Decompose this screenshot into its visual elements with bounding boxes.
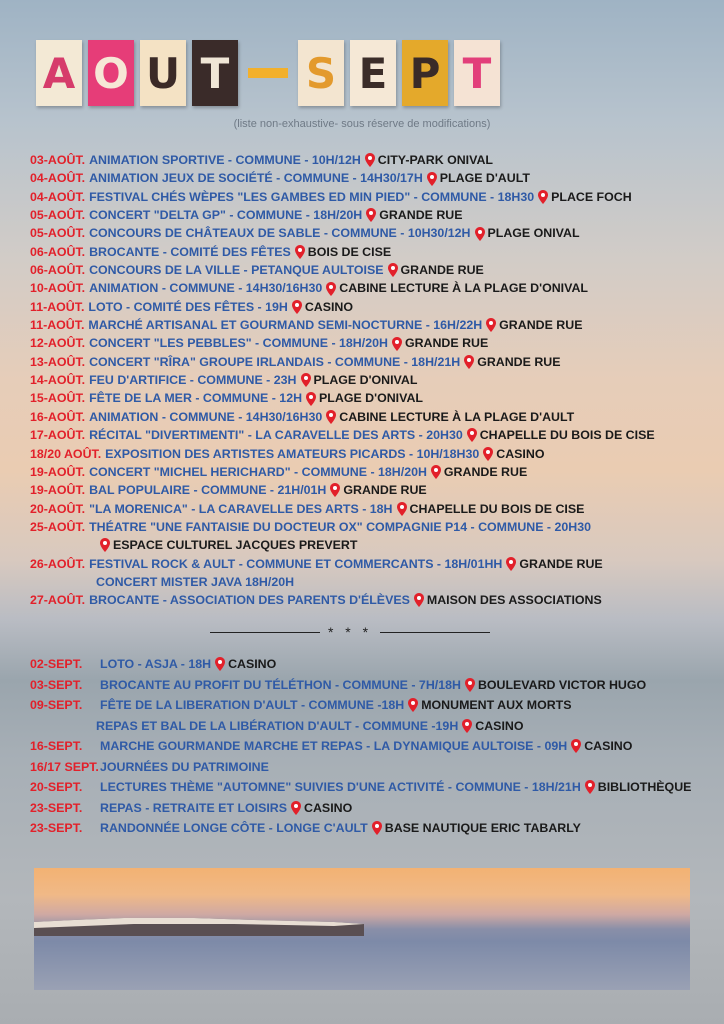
- event-row: [30, 389, 710, 407]
- event-row: [30, 463, 710, 481]
- event-description: FÊTE DE LA LIBERATION D'AULT - COMMUNE -18H: [100, 698, 405, 712]
- title-letter-tile: E: [350, 40, 396, 106]
- event-date: 18/20 AOÛT.: [30, 446, 102, 461]
- title-letter-tile: A: [36, 40, 82, 106]
- map-pin-icon: [475, 227, 485, 241]
- event-date: 20-SEPT.: [30, 780, 83, 794]
- event-description: ANIMATION - COMMUNE - 14H30/16H30: [89, 409, 323, 424]
- event-location: CASINO: [228, 657, 277, 671]
- event-date: 19-AOÛT.: [30, 464, 86, 479]
- event-date: 13-AOÛT.: [30, 354, 86, 369]
- event-date: 15-AOÛT.: [30, 391, 86, 406]
- map-pin-icon: [291, 801, 301, 815]
- map-pin-icon: [467, 428, 477, 442]
- event-row: [30, 798, 720, 819]
- subtitle: (liste non-exhaustive- sous réserve de modifications): [233, 118, 491, 130]
- event-row: [30, 151, 710, 169]
- title-letter-tile: P: [402, 40, 448, 106]
- event-date: 04-AOÛT.: [30, 189, 86, 204]
- event-row: [30, 261, 710, 279]
- map-pin-icon: [365, 153, 375, 167]
- event-location: ESPACE CULTUREL JACQUES PREVERT: [113, 538, 358, 553]
- event-date: 14-AOÛT.: [30, 373, 86, 388]
- map-pin-icon: [330, 483, 340, 497]
- event-description: FESTIVAL ROCK & AULT - COMMUNE ET COMMERCANTS - 18H/01HH: [89, 556, 503, 571]
- event-row: [30, 675, 720, 696]
- event-location: GRANDE RUE: [519, 556, 603, 571]
- event-date: 09-SEPT.: [30, 698, 83, 712]
- event-location: CASINO: [475, 718, 524, 733]
- map-pin-icon: [427, 172, 437, 186]
- event-row: [30, 818, 720, 839]
- event-row: [30, 243, 710, 261]
- map-pin-icon: [372, 821, 382, 835]
- event-row: [30, 573, 710, 591]
- event-location: GRANDE RUE: [443, 464, 528, 479]
- event-date: 06-AOÛT.: [30, 263, 86, 278]
- event-location: BOIS DE CISE: [307, 244, 392, 259]
- event-location: CASINO: [304, 800, 353, 815]
- event-date: 03-SEPT.: [30, 677, 83, 692]
- event-location: CASINO: [304, 299, 354, 314]
- coastal-sunset-photo: [34, 868, 690, 990]
- event-row: [30, 716, 720, 737]
- event-row: [30, 518, 710, 536]
- event-date: 23-SEPT.: [30, 800, 83, 815]
- event-row: [30, 298, 710, 316]
- event-description: MARCHÉ ARTISANAL ET GOURMAND SEMI-NOCTURNE - 16H/22H: [88, 318, 483, 333]
- map-pin-icon: [295, 245, 305, 259]
- event-location: GRANDE RUE: [477, 354, 561, 369]
- map-pin-icon: [326, 410, 336, 424]
- event-location: PLAGE D'AULT: [439, 171, 530, 186]
- map-pin-icon: [462, 719, 472, 733]
- event-row: [30, 591, 710, 609]
- event-date: 11-AOÛT.: [30, 299, 85, 314]
- event-date: 20-AOÛT.: [30, 501, 86, 516]
- event-description: CONCERT MISTER JAVA 18H/20H: [96, 574, 295, 589]
- event-description: LOTO - COMITÉ DES FÊTES - 19H: [88, 299, 288, 314]
- map-pin-icon: [397, 502, 407, 516]
- map-pin-icon: [408, 698, 418, 712]
- event-row: [30, 555, 710, 573]
- event-description: THÉATRE "UNE FANTAISIE DU DOCTEUR OX" COMPAGNIE P14 - COMMUNE - 20H30: [89, 519, 592, 534]
- event-description: CONCERT "RÎRA" GROUPE IRLANDAIS - COMMUNE - 18H/21H: [89, 354, 461, 369]
- map-pin-icon: [486, 318, 496, 332]
- event-date: 04-AOÛT.: [30, 171, 86, 186]
- event-date: 19-AOÛT.: [30, 483, 86, 498]
- event-description: JOURNÉES DU PATRIMOINE: [100, 759, 269, 774]
- event-row: [30, 757, 720, 778]
- august-events-list: [30, 151, 710, 610]
- event-date: 27-AOÛT.: [30, 593, 86, 608]
- map-pin-icon: [431, 465, 441, 479]
- event-location: GRANDE RUE: [404, 336, 489, 351]
- event-date: 10-AOÛT.: [30, 281, 86, 296]
- title-letter-tile: T: [454, 40, 500, 106]
- event-row: [30, 654, 720, 675]
- map-pin-icon: [465, 678, 475, 692]
- title-letter-tile: T: [192, 40, 238, 106]
- map-pin-icon: [585, 780, 595, 794]
- event-row: [30, 736, 720, 757]
- event-location: BASE NAUTIQUE ERIC TABARLY: [384, 821, 581, 835]
- event-date: 06-AOÛT.: [30, 244, 86, 259]
- event-location: CABINE LECTURE À LA PLAGE D'ONIVAL: [339, 281, 588, 296]
- event-location: MONUMENT AUX MORTS: [421, 698, 572, 712]
- event-location: CASINO: [496, 446, 545, 461]
- event-date: 26-AOÛT.: [30, 556, 86, 571]
- event-row: [30, 188, 710, 206]
- event-row: [30, 426, 710, 444]
- event-location: PLAGE ONIVAL: [487, 226, 580, 241]
- event-row: [30, 279, 710, 297]
- event-description: REPAS ET BAL DE LA LIBÉRATION D'AULT - COMMUNE -19H: [96, 718, 459, 733]
- cliff-silhouette-icon: [34, 912, 364, 936]
- event-description: CONCERT "DELTA GP" - COMMUNE - 18H/20H: [89, 208, 363, 223]
- event-description: FESTIVAL CHÉS WÈPES "LES GAMBES ED MIN PIED" - COMMUNE - 18H30: [89, 189, 535, 204]
- map-pin-icon: [292, 300, 302, 314]
- map-pin-icon: [483, 447, 493, 461]
- event-location: PLAGE D'ONIVAL: [313, 373, 418, 388]
- event-description: BROCANTE - ASSOCIATION DES PARENTS D'ÉLÈVES: [89, 593, 410, 608]
- map-pin-icon: [464, 355, 474, 369]
- separator-line-right: [380, 632, 490, 633]
- event-date: 16/17 SEPT.: [30, 759, 99, 774]
- event-location: GRANDE RUE: [400, 263, 484, 278]
- event-location: BIBLIOTHÈQUE: [597, 780, 692, 794]
- event-location: PLACE FOCH: [551, 189, 632, 204]
- event-description: BAL POPULAIRE - COMMUNE - 21H/01H: [89, 483, 327, 498]
- event-description: CONCOURS DE CHÂTEAUX DE SABLE - COMMUNE - 10H30/12H: [89, 226, 471, 241]
- event-description: REPAS - RETRAITE ET LOISIRS: [100, 800, 288, 815]
- event-row: [30, 224, 710, 242]
- event-description: RÉCITAL "DIVERTIMENTI" - LA CARAVELLE DES ARTS - 20H30: [89, 428, 463, 443]
- map-pin-icon: [414, 593, 424, 607]
- event-description: FÊTE DE LA MER - COMMUNE - 12H: [89, 391, 303, 406]
- event-location: CABINE LECTURE À LA PLAGE D'AULT: [339, 409, 575, 424]
- event-location: MAISON DES ASSOCIATIONS: [426, 593, 602, 608]
- event-description: CONCERT "MICHEL HERICHARD" - COMMUNE - 18H/20H: [89, 464, 427, 479]
- page-title: [36, 38, 688, 108]
- map-pin-icon: [388, 263, 398, 277]
- event-location: GRANDE RUE: [379, 208, 463, 223]
- separator-stars: * * *: [327, 624, 373, 640]
- separator-line-left: [210, 632, 320, 633]
- event-location: PLAGE D'ONIVAL: [319, 391, 423, 406]
- event-row: [30, 316, 710, 334]
- event-date: 16-SEPT.: [30, 739, 83, 753]
- event-row: [30, 536, 710, 554]
- event-row: [30, 695, 720, 716]
- event-row: [30, 445, 710, 463]
- event-description: LOTO - ASJA - 18H: [100, 657, 212, 671]
- event-description: FEU D'ARTIFICE - COMMUNE - 23H: [89, 373, 297, 388]
- event-date: 12-AOÛT.: [30, 336, 86, 351]
- title-letter-tile: O: [88, 40, 134, 106]
- event-row: [30, 408, 710, 426]
- event-row: [30, 371, 710, 389]
- event-row: [30, 206, 710, 224]
- event-description: BROCANTE AU PROFIT DU TÉLÉTHON - COMMUNE - 7H/18H: [100, 677, 461, 692]
- event-row: [30, 481, 710, 499]
- map-pin-icon: [100, 538, 110, 552]
- map-pin-icon: [392, 337, 402, 351]
- event-description: CONCERT "LES PEBBLES" - COMMUNE - 18H/20H: [89, 336, 388, 351]
- event-date: 05-AOÛT.: [30, 208, 86, 223]
- event-date: 11-AOÛT.: [30, 318, 85, 333]
- map-pin-icon: [306, 392, 316, 406]
- event-description: ANIMATION JEUX DE SOCIÉTÉ - COMMUNE - 14H30/17H: [89, 171, 423, 186]
- event-location: CHAPELLE DU BOIS DE CISE: [409, 501, 585, 516]
- september-events-list: [30, 654, 720, 839]
- event-date: 05-AOÛT.: [30, 226, 86, 241]
- event-description: BROCANTE - COMITÉ DES FÊTES: [89, 244, 291, 259]
- event-description: EXPOSITION DES ARTISTES AMATEURS PICARDS - 10H/18H30: [105, 446, 480, 461]
- event-date: 23-SEPT.: [30, 821, 83, 835]
- event-description: "LA MORENICA" - LA CARAVELLE DES ARTS - 18H: [89, 501, 393, 516]
- event-date: 16-AOÛT.: [30, 409, 86, 424]
- event-row: [30, 500, 710, 518]
- map-pin-icon: [506, 557, 516, 571]
- title-letter-tile: U: [140, 40, 186, 106]
- map-pin-icon: [215, 657, 225, 671]
- title-dash: [248, 68, 288, 78]
- event-row: [30, 777, 720, 798]
- event-location: CHAPELLE DU BOIS DE CISE: [479, 428, 655, 443]
- event-row: [30, 334, 710, 352]
- event-location: GRANDE RUE: [343, 483, 427, 498]
- event-description: ANIMATION - COMMUNE - 14H30/16H30: [89, 281, 323, 296]
- event-description: MARCHE GOURMANDE MARCHE ET REPAS - LA DYNAMIQUE AULTOISE - 09H: [100, 739, 568, 753]
- event-date: 03-AOÛT.: [30, 153, 86, 167]
- title-letter-tile: S: [298, 40, 344, 106]
- map-pin-icon: [301, 373, 311, 387]
- event-description: ANIMATION SPORTIVE - COMMUNE - 10H/12H: [89, 153, 361, 167]
- event-description: LECTURES THÈME "AUTOMNE" SUIVIES D'UNE ACTIVITÉ - COMMUNE - 18H/21H: [100, 780, 581, 794]
- map-pin-icon: [538, 190, 548, 204]
- event-row: [30, 353, 710, 371]
- event-location: BOULEVARD VICTOR HUGO: [477, 677, 647, 692]
- event-date: 02-SEPT.: [30, 657, 83, 671]
- map-pin-icon: [571, 739, 581, 753]
- event-location: GRANDE RUE: [499, 318, 583, 333]
- event-description: CONCOURS DE LA VILLE - PETANQUE AULTOISE: [89, 263, 384, 278]
- event-location: CITY-PARK ONIVAL: [377, 153, 493, 167]
- event-date: 25-AOÛT.: [30, 519, 86, 534]
- event-location: CASINO: [584, 739, 633, 753]
- map-pin-icon: [366, 208, 376, 222]
- map-pin-icon: [326, 282, 336, 296]
- event-description: RANDONNÉE LONGE CÔTE - LONGE C'AULT: [100, 821, 368, 835]
- event-date: 17-AOÛT.: [30, 428, 86, 443]
- event-row: [30, 169, 710, 187]
- section-separator: [210, 624, 490, 640]
